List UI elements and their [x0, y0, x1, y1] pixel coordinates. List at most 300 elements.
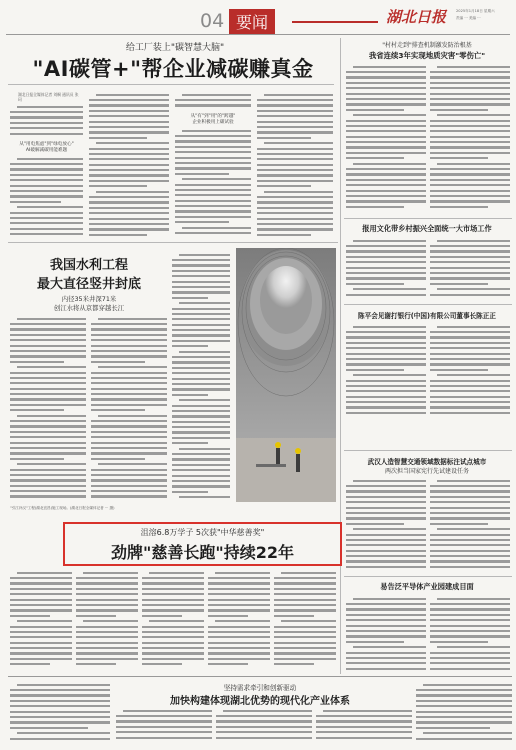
text-line-fill [208, 647, 270, 649]
text-line-fill [257, 228, 333, 230]
text-line-fill [437, 66, 510, 68]
text-line [274, 662, 336, 667]
text-line-fill [91, 323, 167, 325]
text-line [10, 494, 86, 499]
text-line-fill [257, 164, 333, 166]
lead-subhead-2: 从"有"到"用"的"跨越" 企业积极用上碳试验 [190, 114, 236, 125]
right-low2-col-1 [346, 596, 426, 674]
text-line-fill [175, 194, 251, 196]
text-line-fill [179, 254, 230, 256]
text-line-fill [257, 131, 333, 133]
text-line-fill [89, 164, 169, 166]
water-col-2 [91, 316, 167, 504]
text-line-fill [172, 394, 208, 396]
text-line-fill [91, 479, 167, 481]
right-low2-headline: 易告泛平导体产业园建成目面 [380, 582, 474, 591]
text-line-fill [10, 658, 72, 660]
right-mid2-col-1 [346, 324, 426, 420]
text-line-fill [353, 114, 426, 116]
text-line-fill [98, 463, 167, 465]
text-line-fill [346, 272, 426, 274]
text-line-fill [175, 167, 251, 169]
text-line-fill [10, 222, 83, 224]
text-line-fill [216, 715, 312, 717]
text-line-fill [430, 603, 510, 605]
text-line-fill [346, 635, 426, 637]
lead-subhead-1: 从"用电焦虑"到"绿电放心" AI破解减碳用能难题 [19, 142, 74, 153]
text-line-fill [10, 350, 86, 352]
text-line-fill [430, 412, 510, 414]
text-line-fill [353, 480, 426, 482]
text-line-fill [91, 350, 167, 352]
text-line-fill [346, 200, 426, 202]
text-line-fill [91, 334, 167, 336]
text-line-fill [10, 195, 83, 197]
text-line-fill [430, 267, 510, 269]
text-line-fill [346, 146, 426, 148]
text-line-fill [89, 218, 169, 220]
text-line-fill [89, 115, 169, 117]
text-line-fill [91, 425, 167, 427]
text-line-fill [346, 347, 426, 349]
text-line-fill [10, 382, 86, 384]
text-line-fill [316, 715, 412, 717]
text-line-fill [172, 367, 230, 369]
text-line-fill [423, 684, 512, 686]
text-line-fill [430, 662, 510, 664]
text-line-fill [274, 631, 336, 633]
text-line-fill [17, 620, 72, 622]
text-line-fill [172, 313, 230, 315]
text-line-fill [257, 169, 333, 171]
text-line-fill [10, 377, 86, 379]
text-line-fill [89, 228, 169, 230]
text-line-fill [17, 158, 83, 160]
text-line-fill [430, 490, 510, 492]
text-line [430, 564, 510, 569]
water-subhead-1: 内径35米井深71米 [61, 295, 117, 303]
text-line-fill [346, 245, 426, 247]
text-line-fill [346, 256, 426, 258]
text-line-fill [430, 141, 510, 143]
text-line-fill [430, 523, 488, 525]
text-line-fill [10, 490, 86, 492]
text-line-fill [91, 377, 167, 379]
text-line-fill [346, 120, 426, 122]
text-line-fill [346, 336, 426, 338]
text-line-fill [10, 122, 83, 124]
text-line-fill [89, 180, 169, 182]
text-line [10, 131, 83, 136]
text-line-fill [353, 528, 426, 530]
text-line-fill [346, 267, 426, 269]
text-line-fill [175, 140, 251, 142]
text-line-fill [346, 668, 426, 670]
text-line-fill [430, 82, 510, 84]
text-line-fill [430, 109, 488, 111]
text-line-fill [89, 148, 169, 150]
text-line-fill [416, 721, 512, 723]
text-line-fill [172, 437, 230, 439]
text-line-fill [257, 234, 311, 236]
text-line-fill [316, 731, 412, 733]
text-line-fill [257, 196, 333, 198]
text-line-fill [89, 99, 169, 101]
text-line-fill [346, 179, 426, 181]
text-line-fill [142, 631, 204, 633]
text-line-fill [257, 126, 333, 128]
text-line-fill [10, 174, 83, 176]
text-line-fill [172, 372, 230, 374]
text-line-fill [172, 259, 230, 261]
text-line-fill [346, 277, 426, 279]
text-line-fill [430, 93, 510, 95]
text-line-fill [430, 120, 510, 122]
text-line-fill [83, 572, 138, 574]
masthead-rule [292, 21, 378, 23]
text-line-fill [346, 141, 426, 143]
lead-col-3 [175, 92, 251, 112]
text-line-fill [353, 163, 426, 165]
text-line-fill [274, 588, 336, 590]
text-line-fill [10, 404, 86, 406]
text-line [416, 736, 512, 741]
text-line-fill [89, 201, 169, 203]
text-line-fill [89, 185, 147, 187]
bottom-col-3 [216, 708, 312, 744]
text-line-fill [142, 626, 204, 628]
text-line-fill [215, 620, 270, 622]
text-line-fill [91, 345, 167, 347]
text-line-fill [10, 163, 83, 165]
text-line-fill [89, 121, 169, 123]
text-line-fill [346, 93, 426, 95]
text-line-fill [89, 104, 169, 106]
text-line-fill [17, 732, 110, 734]
text-line-fill [437, 240, 510, 242]
text-line-fill [91, 409, 145, 411]
text-line-fill [172, 334, 230, 336]
text-line-fill [10, 642, 72, 644]
text-line-fill [142, 652, 204, 654]
text-line-fill [437, 480, 510, 482]
bottom-col-left [10, 682, 110, 742]
text-line-fill [257, 201, 333, 203]
water-caption: "引江补汉"工程(湖北宜昌)施工现场。(湖北日报全媒体记者 ··· 摄) [10, 506, 115, 510]
text-line-fill [430, 619, 510, 621]
text-line-fill [10, 133, 83, 135]
text-line-fill [10, 609, 72, 611]
text-line-fill [89, 126, 169, 128]
text-line-fill [274, 593, 336, 595]
charity-kicker: 沮溶6.8万学子 5次获"中华慈善奖" [140, 528, 265, 537]
text-line-fill [274, 609, 336, 611]
text-line-fill [76, 615, 116, 617]
text-line-fill [430, 71, 510, 73]
right-mid-rule [344, 304, 512, 305]
text-line-fill [17, 684, 110, 686]
text-line-fill [437, 598, 510, 600]
text-line-fill [430, 184, 510, 186]
text-line-fill [430, 534, 510, 536]
text-line-fill [182, 227, 251, 229]
text-line-fill [353, 598, 426, 600]
text-line-fill [91, 382, 167, 384]
text-line-fill [172, 281, 230, 283]
text-line-fill [257, 218, 333, 220]
text-line-fill [274, 636, 336, 638]
text-line-fill [175, 232, 251, 234]
text-line-fill [149, 620, 204, 622]
text-line-fill [346, 195, 426, 197]
charity-col-1 [10, 570, 72, 670]
text-line-fill [10, 185, 83, 187]
text-line-fill [430, 512, 510, 514]
text-line-fill [76, 647, 138, 649]
text-line-fill [430, 195, 510, 197]
text-line-fill [91, 474, 167, 476]
text-line-fill [346, 103, 426, 105]
text-line-fill [10, 738, 110, 740]
text-line-fill [346, 184, 426, 186]
text-line-fill [91, 469, 167, 471]
text-line-fill [10, 179, 83, 181]
text-line [430, 204, 510, 209]
text-line-fill [10, 388, 86, 390]
text-line-fill [353, 66, 426, 68]
text-line-fill [215, 572, 270, 574]
text-line-fill [142, 642, 204, 644]
text-line-fill [76, 577, 138, 579]
text-line [175, 230, 251, 235]
text-line-fill [353, 288, 426, 290]
text-line-fill [346, 294, 426, 296]
text-line-fill [172, 464, 230, 466]
text-line-fill [10, 469, 86, 471]
bottom-col-4 [316, 708, 412, 744]
text-line-fill [316, 720, 412, 722]
text-line-fill [346, 501, 426, 503]
text-line-fill [10, 626, 72, 628]
text-line-fill [149, 572, 204, 574]
text-line-fill [89, 223, 169, 225]
text-line-fill [430, 125, 510, 127]
text-line-fill [10, 479, 86, 481]
text-line-fill [430, 353, 510, 355]
text-line-fill [208, 652, 270, 654]
text-line-fill [430, 146, 510, 148]
text-line-fill [430, 630, 510, 632]
text-line-fill [10, 705, 110, 707]
text-line-fill [179, 351, 230, 353]
text-line-fill [423, 732, 512, 734]
lead-kicker: 给工厂装上"碳智慧大脑" [125, 43, 225, 53]
text-line-fill [89, 174, 169, 176]
text-line [208, 662, 270, 667]
text-line-fill [430, 358, 510, 360]
text-line-fill [172, 421, 230, 423]
text-line-fill [89, 207, 169, 209]
text-line-fill [10, 361, 64, 363]
text-line-fill [257, 174, 333, 176]
text-line-fill [208, 642, 270, 644]
text-line-fill [430, 283, 488, 285]
text-line-fill [208, 663, 248, 665]
text-line-fill [416, 689, 512, 691]
text-line-fill [172, 361, 230, 363]
text-line [89, 232, 169, 237]
text-line [172, 495, 230, 500]
text-line-fill [172, 308, 230, 310]
right-mid2-headline: 陈平会见谢打银行(中国)有限公司董事长陈正正 [358, 312, 496, 320]
right-top-headline: 我省连续3年实现地质灾害"零伤亡" [368, 51, 486, 60]
text-line-fill [430, 342, 510, 344]
text-line-fill [17, 318, 86, 320]
text-line-fill [91, 339, 167, 341]
text-line-fill [10, 495, 86, 497]
text-line-fill [17, 415, 86, 417]
text-line-fill [91, 398, 167, 400]
text-line-fill [208, 577, 270, 579]
text-line-fill [430, 485, 510, 487]
text-line-fill [437, 163, 510, 165]
text-line-fill [76, 658, 138, 660]
text-line-fill [89, 158, 169, 160]
text-line-fill [416, 694, 512, 696]
water-col-1 [10, 316, 86, 504]
date-line: 2025年1月18日 星期六 [456, 9, 495, 13]
text-line-fill [346, 152, 426, 154]
bottom-col-2 [116, 708, 212, 744]
text-line-fill [10, 700, 110, 702]
text-line-fill [346, 363, 426, 365]
text-line-fill [10, 212, 83, 214]
text-line-fill [116, 715, 212, 717]
masthead [0, 0, 516, 36]
text-line-fill [346, 401, 426, 403]
lead-col-2 [89, 92, 169, 238]
text-line [175, 103, 251, 108]
text-line-fill [116, 737, 212, 739]
text-line-fill [10, 716, 110, 718]
text-line-fill [430, 641, 488, 643]
text-line-fill [430, 136, 510, 138]
text-line-fill [182, 130, 251, 132]
text-line-fill [10, 442, 86, 444]
text-line-fill [346, 130, 426, 132]
text-line-fill [257, 99, 333, 101]
text-line-fill [346, 507, 426, 509]
text-line-fill [257, 207, 333, 209]
text-line-fill [10, 111, 83, 113]
text-line-fill [430, 261, 510, 263]
text-line-fill [430, 103, 510, 105]
text-line-fill [430, 401, 510, 403]
text-line-fill [257, 158, 333, 160]
text-line-fill [10, 727, 88, 729]
lead-col-3b [175, 128, 251, 238]
text-line-fill [98, 366, 167, 368]
text-line-fill [208, 593, 270, 595]
text-line [91, 494, 167, 499]
text-line-fill [430, 250, 510, 252]
page-number: 04 [200, 10, 225, 32]
text-line-fill [172, 291, 230, 293]
text-line [346, 666, 426, 671]
text-line-fill [346, 412, 426, 414]
text-line-fill [10, 339, 86, 341]
text-line-fill [346, 358, 426, 360]
text-line-fill [257, 212, 333, 214]
text-line-fill [346, 369, 404, 371]
text-line-fill [10, 711, 110, 713]
text-line-fill [116, 726, 212, 728]
text-line [430, 410, 510, 415]
text-line-fill [172, 275, 230, 277]
lead-byline: 湖北日报全媒体记者 刘桐 通讯员 张珂 [18, 92, 79, 103]
text-line-fill [430, 501, 510, 503]
text-line-fill [172, 405, 230, 407]
text-line-fill [17, 463, 86, 465]
text-line-fill [430, 87, 510, 89]
text-line-fill [346, 82, 426, 84]
text-line-fill [346, 555, 426, 557]
text-line-fill [430, 157, 488, 159]
text-line-fill [179, 496, 230, 498]
text-line-fill [142, 647, 204, 649]
text-line-fill [346, 173, 426, 175]
text-line-fill [430, 390, 510, 392]
right-low-rule [344, 576, 512, 577]
text-line-fill [96, 94, 169, 96]
text-line-fill [346, 603, 426, 605]
text-line-fill [416, 727, 490, 729]
text-line-fill [116, 720, 212, 722]
sub-line: 责编 ··· 美编 ··· [456, 16, 481, 20]
text-line-fill [91, 442, 167, 444]
text-line-fill [353, 326, 426, 328]
text-line-fill [172, 480, 230, 482]
text-line-fill [182, 94, 251, 96]
text-line-fill [430, 130, 510, 132]
water-headline-2: 最大直径竖井封底 [36, 277, 141, 292]
text-line-fill [353, 646, 426, 648]
text-line-fill [430, 507, 510, 509]
right-mid2-rule [344, 450, 512, 451]
text-line-fill [257, 104, 333, 106]
text-line-fill [346, 353, 426, 355]
text-line-fill [172, 426, 230, 428]
text-line-fill [172, 442, 208, 444]
text-line-fill [76, 631, 138, 633]
text-line-fill [172, 318, 230, 320]
text-line-fill [216, 720, 312, 722]
text-line-fill [274, 604, 336, 606]
text-line-fill [175, 157, 251, 159]
text-line-fill [208, 615, 248, 617]
text-line-fill [430, 277, 510, 279]
text-line-fill [430, 396, 510, 398]
text-line-fill [346, 517, 426, 519]
text-line-fill [346, 98, 426, 100]
text-line-fill [172, 469, 230, 471]
text-line-fill [91, 458, 145, 460]
text-line-fill [10, 452, 86, 454]
text-line-fill [346, 342, 426, 344]
text-line-fill [346, 109, 404, 111]
text-line-fill [274, 582, 336, 584]
right-low-headline: 武汉人造智慧交通领域数据标注试点城市 [367, 458, 487, 466]
